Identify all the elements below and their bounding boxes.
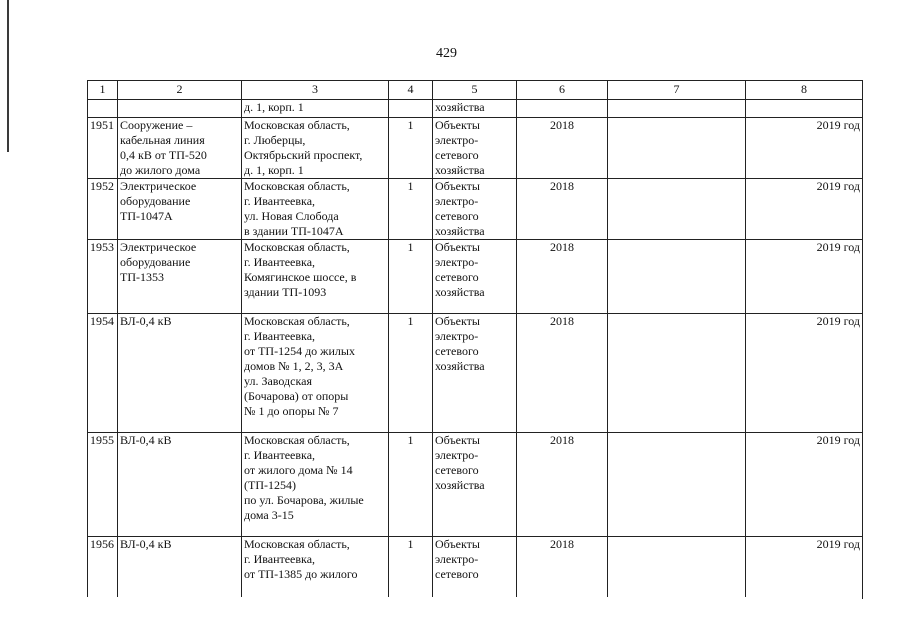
cell-address: д. 1, корп. 1: [242, 100, 389, 118]
cell-name: ВЛ-0,4 кВ: [118, 537, 242, 599]
header-cell-2: 2: [118, 81, 242, 100]
cell-name: Электрическое оборудование ТП-1047А: [118, 179, 242, 240]
cell-year: 2018: [517, 537, 608, 599]
cell-qty: [389, 100, 433, 118]
cell-address: Московская область, г. Ивантеевка, от ТП-1385 до жилого: [242, 537, 389, 599]
cell-year: 2018: [517, 179, 608, 240]
cell-category: Объекты электро- сетевого хозяйства: [433, 240, 517, 314]
cell-num: 1954: [88, 314, 118, 433]
cell-address: Московская область, г. Ивантеевка, от ТП-1254 до жилых домов № 1, 2, 3, 3А ул. Заводская (Бочарова) от опоры № 1 до опоры № 7: [242, 314, 389, 433]
cell-col7: [608, 537, 746, 599]
header-cell-4: 4: [389, 81, 433, 100]
cell-num: 1955: [88, 433, 118, 537]
continuation-row: [88, 100, 863, 118]
cell-address: Московская область, г. Ивантеевка, Комягинское шоссе, в здании ТП-1093: [242, 240, 389, 314]
cell-qty: 1: [389, 433, 433, 537]
cell-category: Объекты электро- сетевого хозяйства: [433, 314, 517, 433]
table-row: [88, 240, 863, 314]
cell-term: 2019 год: [746, 240, 863, 314]
cell-col7: [608, 433, 746, 537]
cell-category: Объекты электро- сетевого: [433, 537, 517, 599]
cell-col7: [608, 179, 746, 240]
cell-qty: 1: [389, 118, 433, 179]
cell-name: Электрическое оборудование ТП-1353: [118, 240, 242, 314]
scan-edge-line: [7, 0, 9, 152]
cell-term: 2019 год: [746, 314, 863, 433]
cell-qty: 1: [389, 240, 433, 314]
cell-term: [746, 100, 863, 118]
page-cut-mask: [87, 597, 862, 640]
header-cell-8: 8: [746, 81, 863, 100]
cell-name: Сооружение – кабельная линия 0,4 кВ от ТП-520 до жилого дома: [118, 118, 242, 179]
cell-qty: 1: [389, 537, 433, 599]
cell-num: 1952: [88, 179, 118, 240]
registry-table: [87, 80, 863, 599]
cell-year: 2018: [517, 314, 608, 433]
table-row: [88, 179, 863, 240]
cell-col7: [608, 314, 746, 433]
cell-col7: [608, 118, 746, 179]
cell-category: хозяйства: [433, 100, 517, 118]
cell-num: [88, 100, 118, 118]
table-row: [88, 433, 863, 537]
cell-category: Объекты электро- сетевого хозяйства: [433, 433, 517, 537]
cell-num: 1953: [88, 240, 118, 314]
header-cell-5: 5: [433, 81, 517, 100]
cell-address: Московская область, г. Ивантеевка, от жилого дома № 14 (ТП-1254) по ул. Бочарова, жилые дома 3-15: [242, 433, 389, 537]
cell-year: [517, 100, 608, 118]
cell-name: [118, 100, 242, 118]
header-cell-1: 1: [88, 81, 118, 100]
cell-year: 2018: [517, 433, 608, 537]
header-cell-6: 6: [517, 81, 608, 100]
cell-category: Объекты электро- сетевого хозяйства: [433, 118, 517, 179]
cell-num: 1956: [88, 537, 118, 599]
cell-col7: [608, 100, 746, 118]
cell-year: 2018: [517, 240, 608, 314]
cell-term: 2019 год: [746, 433, 863, 537]
cell-term: 2019 год: [746, 537, 863, 599]
table-header-row: [88, 81, 863, 100]
cell-name: ВЛ-0,4 кВ: [118, 433, 242, 537]
cell-term: 2019 год: [746, 118, 863, 179]
table-row: [88, 314, 863, 433]
cell-col7: [608, 240, 746, 314]
header-cell-7: 7: [608, 81, 746, 100]
page-number: 429: [436, 46, 457, 61]
table-row: [88, 118, 863, 179]
cell-name: ВЛ-0,4 кВ: [118, 314, 242, 433]
cell-year: 2018: [517, 118, 608, 179]
cell-term: 2019 год: [746, 179, 863, 240]
header-cell-3: 3: [242, 81, 389, 100]
cell-address: Московская область, г. Ивантеевка, ул. Новая Слобода в здании ТП-1047А: [242, 179, 389, 240]
table-row: [88, 537, 863, 599]
cell-qty: 1: [389, 179, 433, 240]
cell-address: Московская область, г. Люберцы, Октябрьский проспект, д. 1, корп. 1: [242, 118, 389, 179]
cell-qty: 1: [389, 314, 433, 433]
cell-num: 1951: [88, 118, 118, 179]
cell-category: Объекты электро- сетевого хозяйства: [433, 179, 517, 240]
